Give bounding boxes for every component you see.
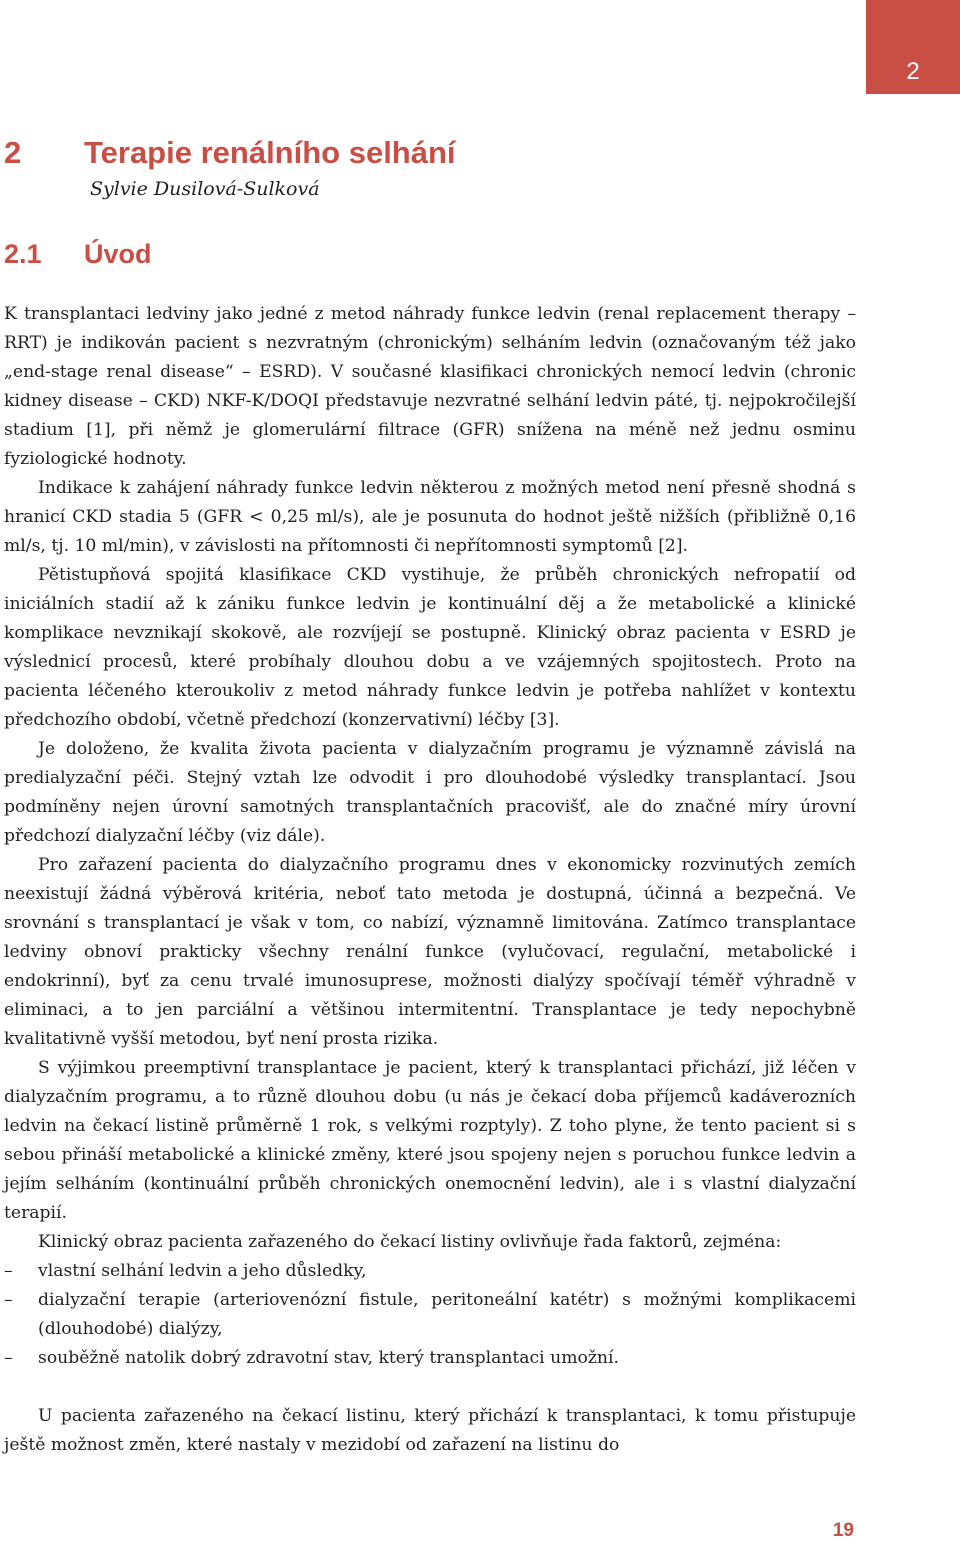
list-item-text: vlastní selhání ledvin a jeho důsledky, [38,1261,367,1281]
paragraph: K transplantaci ledviny jako jedné z metod náhrady funkce ledvin (renal replacement therapy – RRT) je indikován pacient s nezvratným (chronickým) selháním ledvin (označovaným též jako „end-stage renal disease“ – ESRD). V současné klasifikaci chronických nemocí ledvin (chronic kidney disease – CKD) NKF-K/DOQI představuje nezvratné selhání ledvin páté, tj. nejpokročilejší stadium [1], při němž je glomerulární filtrace (GFR) snížena na méně než jednu osminu fyziologické hodnoty. [4,304,856,469]
factor-list [4,1257,856,1373]
paragraph: Pětistupňová spojitá klasifikace CKD vystihuje, že průběh chronických nefropatií od iniciálních stadií až k zániku funkce ledvin je kontinuální děj a že metabolické a klinické komplikace nevznikají skokově, ale rozvíjejí se postupně. Klinický obraz pacienta v ESRD je výslednicí procesů, které probíhaly dlouhou dobu a ve vzájemných spojitostech. Proto na pacienta léčeného kteroukoliv z metod náhrady funkce ledvin je potřeba nahlížet v kontextu předchozího období, včetně předchozí (konzervativní) léčby [3]. [4,565,856,730]
paragraph: U pacienta zařazeného na čekací listinu, který přichází k transplantaci, k tomu přistupuje ještě možnost změn, které nastaly v mezidobí od zařazení na listinu do [4,1406,856,1455]
list-item-text: dialyzační terapie (arteriovenózní fistule, peritoneální katétr) s možnými komplikacemi (dlouhodobé) dialýzy, [38,1290,856,1339]
paragraph: Klinický obraz pacienta zařazeného do čekací listiny ovlivňuje řada faktorů, zejména: [38,1232,782,1252]
list-dash: – [4,1348,13,1368]
section-title: Úvod [84,239,152,269]
list-item-text: souběžně natolik dobrý zdravotní stav, který transplantaci umožní. [38,1348,619,1368]
list-item [4,1344,856,1373]
section-heading [4,236,152,272]
paragraph: Indikace k zahájení náhrady funkce ledvin některou z možných metod není přesně shodná s hranicí CKD stadia 5 (GFR < 0,25 ml/s), ale je posunuta do hodnot ještě nižších (přibližně 0,16 ml/s, tj. 10 ml/min), v závislosti na přítomnosti či nepřítomnosti symptomů [2]. [4,478,856,556]
list-item [4,1286,856,1344]
chapter-author: Sylvie Dusilová-Sulková [90,178,320,200]
list-dash: – [4,1261,13,1281]
chapter-title: Terapie renálního selhání [84,135,456,170]
list-item [4,1257,856,1286]
body-text [4,300,856,1460]
paragraph: Pro zařazení pacienta do dialyzačního programu dnes v ekonomicky rozvinutých zemích neexistují žádná výběrová kritéria, neboť tato metoda je dostupná, účinná a bezpečná. Ve srovnání s transplantací je však v tom, co nabízí, významně limitována. Zatímco transplantace ledviny obnoví prakticky všechny renální funkce (vylučovací, regulační, metabolické i endokrinní), byť za cenu trvalé imunosuprese, možnosti dialýzy spočívají téměř výhradně v eliminaci, a to jen parciální a většinou intermitentní. Transplantace je tedy nepochybně kvalitativně vyšší metodou, byť není prosta rizika. [4,855,856,1049]
page-number: 19 [832,1520,854,1541]
chapter-heading [4,133,456,173]
chapter-tab: 2 [866,0,960,94]
paragraph: Je doloženo, že kvalita života pacienta v dialyzačním programu je významně závislá na predialyzační péči. Stejný vztah lze odvodit i pro dlouhodobé výsledky transplantací. Jsou podmíněny nejen úrovní samotných transplantačních pracovišť, ale do značné míry úrovní předchozí dialyzační léčby (viz dále). [4,739,856,846]
list-dash: – [4,1290,13,1310]
section-number: 2.1 [4,239,42,269]
paragraph: S výjimkou preemptivní transplantace je pacient, který k transplantaci přichází, již léčen v dialyzačním programu, a to různě dlouhou dobu (u nás je čekací doba příjemců kadáverozních ledvin na čekací listině průměrně 1 rok, s velkými rozptyly). Z toho plyne, že tento pacient si s sebou přináší metabolické a klinické změny, které jsou spojeny nejen s poruchou funkce ledvin a jejím selháním (kontinuální průběh chronických onemocnění ledvin), ale i s vlastní dialyzační terapií. [4,1058,856,1223]
chapter-number: 2 [4,135,22,170]
